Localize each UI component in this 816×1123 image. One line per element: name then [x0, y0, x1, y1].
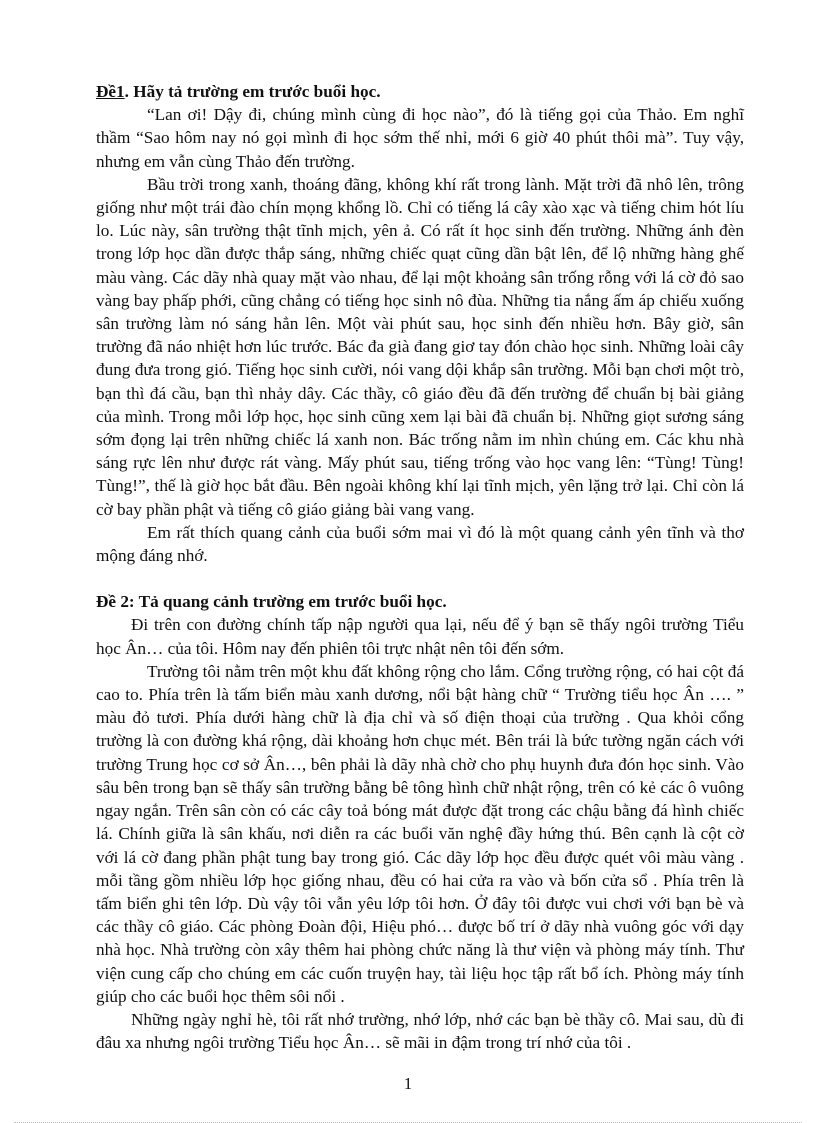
document-body — [96, 80, 744, 1054]
page-number: 1 — [403, 1074, 413, 1093]
section-2-paragraph-1: Đi trên con đường chính tấp nập người qua lại, nếu để ý bạn sẽ thấy ngôi trường Tiểu học Ân… của tôi. Hôm nay đến phiên tôi trực nhật nên tôi đến sớm. — [96, 615, 744, 658]
section-1-paragraph-3: Em rất thích quang cảnh của buổi sớm mai vì đó là một quang cảnh yên tĩnh và thơ mộng đáng nhớ. — [96, 522, 744, 566]
section-2-paragraph-3: Những ngày nghỉ hè, tôi rất nhớ trường, nhớ lớp, nhớ các bạn bè thầy cô. Mai sau, dù đi đâu xa nhưng ngôi trường Tiểu học Ân… sẽ mãi in đậm trong trí nhớ của tôi . — [96, 1009, 744, 1053]
section-2-paragraph-2: Trường tôi nằm trên một khu đất không rộng cho lắm. Cổng trường rộng, có hai cột đá cao to. Phía trên là tấm biển màu xanh dương, nổi bật hàng chữ “ Trường tiểu học Ân …. ” màu đỏ tươi. Phía dưới hàng chữ là địa chỉ và số điện thoại của trường . Qua khỏi cổng trường là con đường khá rộng, dài khoảng hơn chục mét. Bên trái là bức tường ngăn cách với trường Trung học cơ sở Ân…, bên phải là dãy nhà chờ cho phụ huynh đưa đón học sinh. Vào sâu bên trong bạn sẽ thấy sân trường bằng bê tông hình chữ nhật rộng, trên có kẻ các ô vuông ngay ngắn. Trên sân còn có các cây toả bóng mát được đặt trong các chậu bằng đá hình chiếc lá. Chính giữa là sân khấu, nơi diễn ra các buổi văn nghệ đầy hứng thú. Bên cạnh là cột cờ với lá cờ đang phần phật tung bay trong gió. Các dãy lớp học đều được quét vôi màu vàng . mỗi tầng gồm nhiều lớp học giống nhau, đều có hai cửa ra vào và bốn cửa sổ . Phía trên là tấm biển ghi tên lớp. Dù vậy tôi vẫn yêu lớp tôi hơn. Ở đây tôi được vui chơi với bạn bè và các thầy cô giáo. Các phòng Đoàn đội, Hiệu phó… được bố trí ở dãy nhà vuông góc với dạy nhà học. Nhà trường còn xây thêm hai phòng chức năng là thư viện và phòng máy tính. Thư viện cung cấp cho chúng em các cuốn truyện hay, tài liệu học tập rất bổ ích. Phòng máy tính giúp cho các buổi học thêm sôi nổi . — [96, 661, 744, 1006]
section-1-heading — [96, 80, 744, 103]
section-spacer — [96, 567, 744, 590]
section-1-paragraph-1: “Lan ơi! Dậy đi, chúng mình cùng đi học nào”, đó là tiếng gọi của Thảo. Em nghĩ thầm “Sao hôm nay nó gọi mình đi học sớm thế nhỉ, mới 6 giờ 40 phút thôi mà”. Tuy vậy, nhưng em vẫn cùng Thảo đến trường. — [96, 105, 744, 171]
section-1-heading-title: . Hãy tả trường em trước buổi học. — [124, 82, 381, 101]
section-2-heading: Đề 2: Tả quang cảnh trường em trước buổi học. — [96, 592, 447, 612]
section-1-heading-label: Đề1 — [96, 82, 125, 101]
section-1-paragraph-2: Bầu trời trong xanh, thoáng đãng, không khí rất trong lành. Mặt trời đã nhô lên, trông giống như một trái đào chín mọng khổng lồ. Chỉ có tiếng lá cây xào xạc và tiếng chim hót líu lo. Lúc này, sân trường thật tĩnh mịch, yên ả. Có rất ít học sinh đến trường. Những ánh đèn trong lớp học dần được thắp sáng, những chiếc quạt cũng dần bật lên, để lộ những hàng ghế màu vàng. Các dãy nhà quay mặt vào nhau, để lại một khoảng sân trống rỗng với lá cờ đỏ sao vàng bay phấp phới, cũng chẳng có tiếng học sinh nô đùa. Những tia nắng ấm áp chiếu xuống sân trường làm nó sáng hẳn lên. Một vài phút sau, học sinh đến nhiều hơn. Bây giờ, sân trường đã náo nhiệt hơn lúc trước. Bác đa già đang giơ tay đón chào học sinh. Những loài cây đung đưa trong gió. Tiếng học sinh cười, nói vang dội khắp sân trường. Mỗi bạn chơi một trò, bạn thì đá cầu, bạn thì nhảy dây. Các thầy, cô giáo đều đã đến trường để chuẩn bị bài giảng của mình. Trong mỗi lớp học, học sinh cũng xem lại bài đã chuẩn bị. Những giọt sương sáng sớm đọng lại trên những chiếc lá xanh non. Bác trống nằm im nhìn chúng em. Các khu nhà sáng rực lên như được rát vàng. Mấy phút sau, tiếng trống vào học vang lên: “Tùng! Tùng! Tùng!”, thế là giờ học bắt đầu. Bên ngoài không khí lại tĩnh mịch, yên lặng trở lại. Chỉ còn lá cờ bay phần phật và tiếng cô giáo giảng bài vang vang. — [96, 174, 744, 519]
